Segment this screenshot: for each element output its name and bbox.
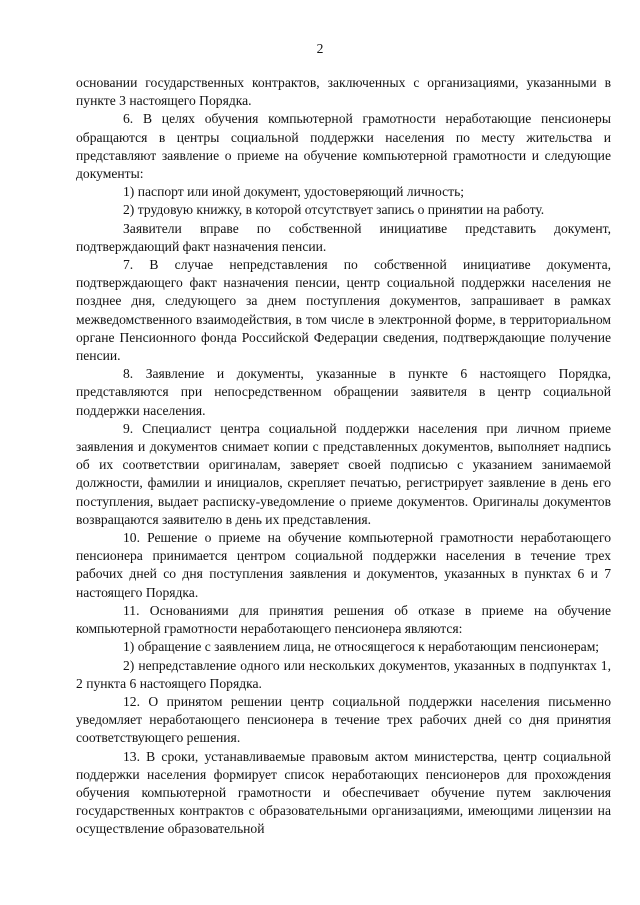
paragraph: 8. Заявление и документы, указанные в пункте 6 настоящего Порядка, представляются при непосредственном обращении заявителя в центр социальной поддержки населения. xyxy=(76,366,611,418)
paragraph: 2) непредставление одного или нескольких документов, указанных в подпунктах 1, 2 пункта 6 настоящего Порядка. xyxy=(76,657,611,691)
page-number: 2 xyxy=(316,41,324,56)
paragraph: 1) обращение с заявлением лица, не относящегося к неработающим пенсионерам; xyxy=(123,639,600,655)
paragraph: 9. Специалист центра социальной поддержки населения при личном приеме заявления и документов снимает копии с представленных документов, выполняет надпись об их соответствии оригиналам, заверяет своей подписью с указанием занимаемой должности, фамилии и инициалов, скрепляет печатью, регистрирует заявление в день его поступления, выдает расписку-уведомление о приеме документов. Оригиналы документов возвращаются заявителю в день их представления. xyxy=(76,420,611,527)
paragraph: 1) паспорт или иной документ, удостоверяющий личность; xyxy=(123,184,465,200)
paragraph: 12. О принятом решении центр социальной поддержки населения письменно уведомляет неработающего пенсионера в течение трех рабочих дней со дня принятия соответствующего решения. xyxy=(76,693,611,746)
paragraph: 13. В сроки, устанавливаемые правовым актом министерства, центр социальной поддержки населения формирует список неработающих пенсионеров для прохождения обучения компьютерной грамотности и обеспечивает обучение путем заключения государственных контрактов с образовательными организациями, имеющими лицензии на осуществление образовательной xyxy=(76,748,611,837)
paragraph: 10. Решение о приеме на обучение компьютерной грамотности неработающего пенсионера принимается центром социальной поддержки населения в течение трех рабочих дней со дня поступления заявления и документов, указанных в пунктах 6 и 7 настоящего Порядка. xyxy=(76,530,611,600)
document-body xyxy=(76,74,611,839)
paragraph: 11. Основаниями для принятия решения об отказе в приеме на обучение компьютерной грамотности неработающего пенсионера являются: xyxy=(76,602,611,637)
paragraph: 2) трудовую книжку, в которой отсутствует запись о принятии на работу. xyxy=(123,202,545,218)
paragraph: 7. В случае непредставления по собственной инициативе документа, подтверждающего факт назначения пенсии, центр социальной поддержки населения не позднее дня, следующего за днем поступления документов, запрашивает в рамках межведомственного взаимодействия, в том числе в электронной форме, в территориальном органе Пенсионного фонда Российской Федерации сведения, подтверждающие получение пенсии. xyxy=(76,257,611,364)
paragraph: Заявители вправе по собственной инициативе представить документ, подтверждающий факт назначения пенсии. xyxy=(76,220,611,254)
paragraph: 6. В целях обучения компьютерной грамотности неработающие пенсионеры обращаются в центры социальной поддержки населения по месту жительства и представляют заявление о приеме на обучение компьютерной грамотности и следующие документы: xyxy=(76,111,611,182)
paragraph: основании государственных контрактов, заключенных с организациями, указанными в пункте 3 настоящего Порядка. xyxy=(76,75,611,109)
